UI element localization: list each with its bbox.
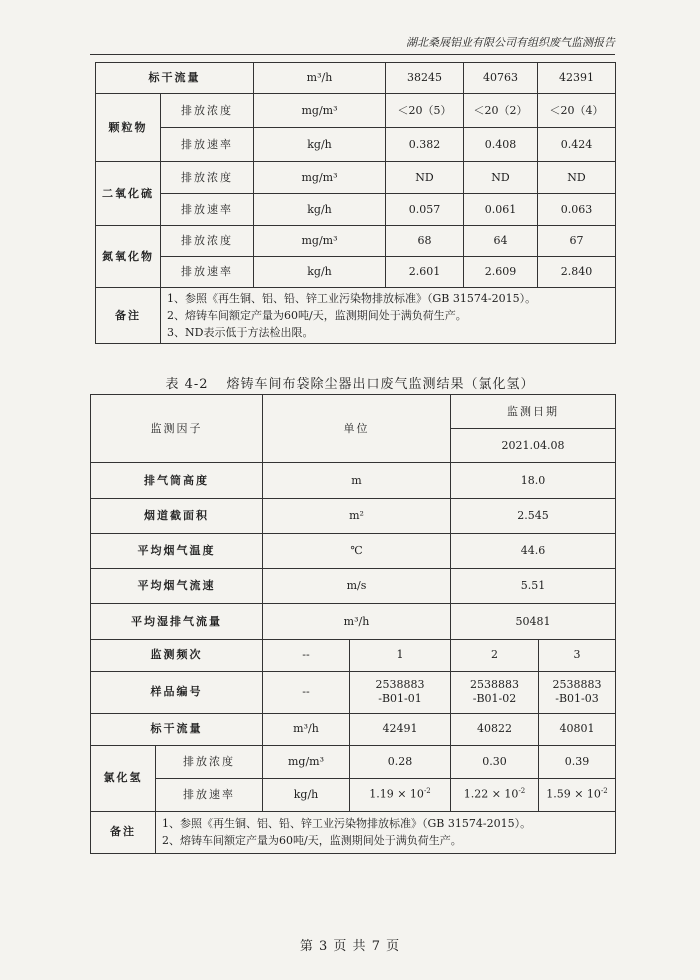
table-row — [96, 128, 616, 162]
value-cell: ＜20（2） — [464, 94, 538, 128]
unit-header: 单位 — [263, 395, 451, 463]
item-cell: 排放浓度 — [161, 226, 254, 257]
value-cell: 40763 — [464, 63, 538, 94]
unit-cell: -- — [263, 639, 350, 671]
table-row — [96, 94, 616, 128]
unit-cell: m² — [263, 499, 451, 534]
item-cell: 排放浓度 — [161, 162, 254, 194]
date-header: 监测日期 — [451, 395, 616, 429]
param-label: 排气筒高度 — [91, 463, 263, 499]
table-row — [96, 63, 616, 94]
pollutant-name: 氮氧化物 — [96, 226, 161, 288]
param-label: 平均烟气温度 — [91, 534, 263, 569]
remark-line: 1、参照《再生铜、铝、铅、锌工业污染物排放标准》（GB 31574-2015）。 — [162, 816, 532, 830]
value-cell: 2.601 — [386, 257, 464, 288]
value-cell: 50481 — [451, 604, 616, 640]
value-cell: 0.28 — [350, 745, 451, 778]
remarks-label: 备注 — [91, 811, 156, 853]
value-cell: 2.545 — [451, 499, 616, 534]
unit-cell: mg/m³ — [254, 94, 386, 128]
unit-cell: m/s — [263, 569, 451, 604]
table-row — [96, 226, 616, 257]
sample-id-line: -B01-01 — [378, 692, 422, 705]
freq-label: 监测频次 — [91, 639, 263, 671]
item-cell: 排放速率 — [161, 194, 254, 226]
unit-cell: m³/h — [254, 63, 386, 94]
item-cell: 排放浓度 — [161, 94, 254, 128]
unit-cell: -- — [263, 671, 350, 713]
sample-id-line: -B01-03 — [555, 692, 599, 705]
table-row — [91, 569, 616, 604]
value-cell: 5.51 — [451, 569, 616, 604]
unit-cell: mg/m³ — [263, 745, 350, 778]
value-cell: ＜20（4） — [538, 94, 616, 128]
remarks-row — [96, 288, 616, 344]
value-cell: ND — [386, 162, 464, 194]
remarks-row — [91, 811, 616, 853]
value-cell — [451, 778, 539, 811]
param-label: 平均湿排气流量 — [91, 604, 263, 640]
sample-id — [539, 671, 616, 713]
table-row — [91, 395, 616, 429]
freq-value: 1 — [350, 639, 451, 671]
pollutant-name: 颗粒物 — [96, 94, 161, 162]
item-cell: 排放速率 — [161, 128, 254, 162]
remarks-content — [161, 288, 616, 344]
table-row — [91, 713, 616, 745]
value-cell: 64 — [464, 226, 538, 257]
table-number: 表 4-2 — [165, 377, 209, 392]
item-cell: 排放浓度 — [156, 745, 263, 778]
sample-id-line: 2538883 — [470, 678, 519, 692]
sample-id — [350, 671, 451, 713]
unit-cell: m³/h — [263, 604, 451, 640]
value-cell: 38245 — [386, 63, 464, 94]
freq-value: 3 — [539, 639, 616, 671]
value-cell: 67 — [538, 226, 616, 257]
unit-cell: mg/m³ — [254, 226, 386, 257]
value-cell: 42391 — [538, 63, 616, 94]
hcl-monitoring-table — [90, 394, 616, 640]
table-row — [91, 639, 616, 671]
remarks-label: 备注 — [96, 288, 161, 344]
value-cell: 40822 — [451, 713, 539, 745]
pollutant-name: 氯化氢 — [91, 745, 156, 811]
remark-line: 2、熔铸车间额定产量为60吨/天，监测期间处于满负荷生产。 — [167, 309, 467, 323]
hcl-monitoring-table-results — [90, 639, 616, 854]
value-cell: 2.840 — [538, 257, 616, 288]
param-label: 平均烟气流速 — [91, 569, 263, 604]
freq-value: 2 — [451, 639, 539, 671]
sample-id-line: 2538883 — [552, 678, 602, 692]
value-cell: 0.408 — [464, 128, 538, 162]
value-cell: 42491 — [350, 713, 451, 745]
unit-cell: kg/h — [254, 194, 386, 226]
page-header: 湖北桑展铝业有限公司有组织废气监测报告 — [90, 34, 615, 55]
value-cell: ＜20（5） — [386, 94, 464, 128]
pollutant-name: 二氧化硫 — [96, 162, 161, 226]
value-cell: 0.057 — [386, 194, 464, 226]
table-row — [91, 499, 616, 534]
unit-cell: mg/m³ — [254, 162, 386, 194]
rate-mantissa: 1.59 × 10 — [546, 787, 601, 801]
table-row — [91, 778, 616, 811]
sample-id — [451, 671, 539, 713]
value-cell: ND — [538, 162, 616, 194]
value-cell: 68 — [386, 226, 464, 257]
rate-exponent: -2 — [423, 787, 431, 796]
unit-cell: kg/h — [254, 257, 386, 288]
page-number: 第 3 页 共 7 页 — [299, 939, 401, 954]
std-flow-label: 标干流量 — [96, 63, 254, 94]
sample-label: 样品编号 — [91, 671, 263, 713]
remark-line: 3、ND表示低于方法检出限。 — [167, 326, 314, 340]
remark-line: 1、参照《再生铜、铝、铅、锌工业污染物排放标准》（GB 31574-2015）。 — [167, 292, 537, 305]
value-cell: 2.609 — [464, 257, 538, 288]
remarks-content — [156, 811, 616, 853]
value-cell: 0.061 — [464, 194, 538, 226]
unit-cell: ℃ — [263, 534, 451, 569]
table-caption — [0, 373, 700, 392]
value-cell: ND — [464, 162, 538, 194]
value-cell: 0.424 — [538, 128, 616, 162]
item-cell: 排放速率 — [156, 778, 263, 811]
table-row — [96, 257, 616, 288]
rate-exponent: -2 — [600, 787, 608, 796]
unit-cell: kg/h — [254, 128, 386, 162]
table-row — [96, 162, 616, 194]
value-cell: 0.39 — [539, 745, 616, 778]
value-cell: 0.382 — [386, 128, 464, 162]
value-cell — [539, 778, 616, 811]
rate-mantissa: 1.19 × 10 — [369, 787, 424, 801]
param-label: 烟道截面积 — [91, 499, 263, 534]
sample-id-line: -B01-02 — [472, 692, 517, 705]
value-cell: 0.30 — [451, 745, 539, 778]
unit-cell: m — [263, 463, 451, 499]
std-flow-label: 标干流量 — [91, 713, 263, 745]
table-title: 熔铸车间布袋除尘器出口废气监测结果（氯化氢） — [226, 377, 535, 392]
rate-exponent: -2 — [518, 787, 526, 796]
factor-header: 监测因子 — [91, 395, 263, 463]
value-cell: 44.6 — [451, 534, 616, 569]
unit-cell: kg/h — [263, 778, 350, 811]
value-cell: 40801 — [539, 713, 616, 745]
remark-line: 2、熔铸车间额定产量为60吨/天，监测期间处于满负荷生产。 — [162, 834, 462, 847]
value-cell — [350, 778, 451, 811]
unit-cell: m³/h — [263, 713, 350, 745]
monitoring-date: 2021.04.08 — [451, 429, 616, 463]
item-cell: 排放速率 — [161, 257, 254, 288]
value-cell: 0.063 — [538, 194, 616, 226]
value-cell: 18.0 — [451, 463, 616, 499]
table-row — [91, 745, 616, 778]
table-row — [91, 671, 616, 713]
rate-mantissa: 1.22 × 10 — [463, 787, 519, 801]
table-row — [91, 604, 616, 640]
sample-id-line: 2538883 — [375, 678, 425, 692]
table-row — [91, 463, 616, 499]
table-row — [96, 194, 616, 226]
emission-table-continued — [95, 62, 616, 344]
table-row — [91, 534, 616, 569]
